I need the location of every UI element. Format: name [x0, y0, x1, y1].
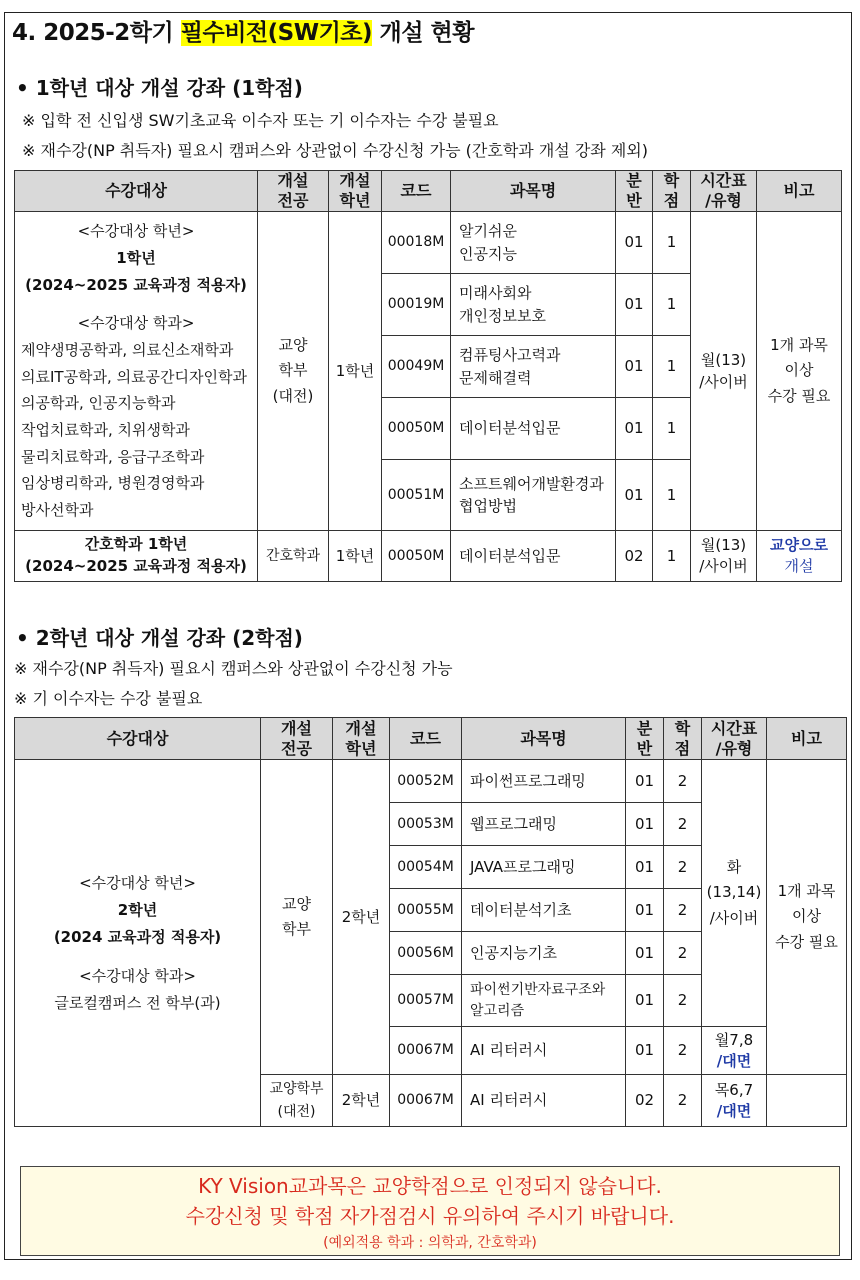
- code-cell: 00019M: [382, 274, 451, 336]
- code-cell: 00051M: [382, 460, 451, 531]
- course-cell: 데이터분석입문: [451, 531, 616, 582]
- time-line: 월7,8: [714, 1030, 754, 1049]
- course-line: 문제해결력: [459, 368, 532, 387]
- th-remark: 비고: [757, 171, 842, 212]
- th-time: 시간표 /유형: [702, 718, 767, 760]
- notice-line-3: (예외적용 학과 : 의학과, 간호학과): [323, 1235, 537, 1251]
- time-mode: 대면: [722, 1051, 752, 1070]
- section1-heading: • 1학년 대상 개설 강좌 (1학점): [16, 76, 303, 100]
- remark-cell: [767, 1075, 847, 1127]
- code-cell: 00052M: [390, 760, 462, 803]
- credit-cell: 2: [664, 803, 702, 846]
- time-slash: /: [716, 1051, 723, 1070]
- course-line: 파이썬기반자료구조와: [470, 982, 606, 999]
- remark-line: 이상: [792, 907, 821, 926]
- course-cell: 데이터분석기초: [462, 889, 626, 932]
- table-grade1: [14, 170, 842, 582]
- course-line: 소프트웨어개발환경과: [459, 474, 604, 493]
- course-line: 협업방법: [459, 497, 517, 515]
- nursing-curriculum: (2024~2025 교육과정 적용자): [25, 557, 247, 575]
- code-cell: 00053M: [390, 803, 462, 846]
- th-course: 과목명: [451, 171, 616, 212]
- target-dept-line: 제약생명공학과, 의료신소재학과: [21, 340, 234, 359]
- section-cell: 01: [626, 846, 664, 889]
- section-cell: 01: [626, 803, 664, 846]
- remark-cell: [767, 760, 847, 1075]
- time-line: /사이버: [709, 908, 759, 927]
- remark-line: 수강 필요: [775, 932, 838, 951]
- th-section: 분 반: [626, 718, 664, 760]
- table1-header-row: [15, 171, 842, 212]
- section-cell: 01: [616, 336, 653, 398]
- target-grade-label: <수강대상 학년>: [77, 222, 195, 241]
- code-cell: 00049M: [382, 336, 451, 398]
- time-line: /사이버: [699, 373, 748, 391]
- time-cell: [702, 1027, 767, 1075]
- remark-line: 수강 필요: [767, 386, 831, 405]
- target-cell: [15, 212, 258, 531]
- time-line: (13,14): [706, 883, 762, 902]
- code-cell: 00050M: [382, 398, 451, 460]
- table-row: [15, 212, 842, 274]
- th-code: 코드: [382, 171, 451, 212]
- course-cell: 인공지능기초: [462, 932, 626, 975]
- credit-cell: 1: [653, 398, 691, 460]
- th-major: 개설 전공: [258, 171, 329, 212]
- credit-cell: 2: [664, 846, 702, 889]
- time-line: 월(13): [700, 536, 747, 554]
- course-cell: [451, 460, 616, 531]
- th-credit: 학 점: [664, 718, 702, 760]
- page-title: [12, 14, 474, 47]
- course-cell: 파이썬프로그래밍: [462, 760, 626, 803]
- th-remark: 비고: [767, 718, 847, 760]
- th-target: 수강대상: [15, 171, 258, 212]
- th-course: 과목명: [462, 718, 626, 760]
- course-cell: [462, 975, 626, 1027]
- remark-line: 1개 과목: [770, 335, 828, 354]
- credit-cell: 2: [664, 760, 702, 803]
- credit-cell: 1: [653, 336, 691, 398]
- code-cell: 00050M: [382, 531, 451, 582]
- course-cell: [451, 274, 616, 336]
- course-cell: 데이터분석입문: [451, 398, 616, 460]
- major-line: 교양학부: [269, 1081, 324, 1098]
- target-dept: 글로컬캠퍼스 전 학부(과): [54, 993, 221, 1012]
- target-dept-line: 방사선학과: [21, 501, 94, 520]
- course-line: 알기쉬운: [459, 222, 517, 240]
- title-highlight: 필수비전(SW기초): [180, 20, 373, 46]
- credit-cell: 2: [664, 889, 702, 932]
- notice-line-1: KY Vision교과목은 교양학점으로 인정되지 않습니다.: [198, 1174, 662, 1198]
- target-dept-line: 의료IT공학과, 의료공간디자인학과: [21, 367, 247, 386]
- remark-line: 개설: [784, 557, 814, 575]
- course-cell: 웹프로그래밍: [462, 803, 626, 846]
- section-cell: 01: [616, 274, 653, 336]
- course-line: 알고리즘: [470, 1002, 525, 1019]
- major-line: 교양: [282, 894, 311, 913]
- section1-note-2: ※ 재수강(NP 취득자) 필요시 캠퍼스와 상관없이 수강신청 가능 (간호학과 개설 강좌 제외): [22, 141, 648, 160]
- major-cell: [261, 760, 333, 1075]
- table2-header-row: [15, 718, 847, 760]
- course-line: 미래사회와: [459, 284, 532, 302]
- table-row-nursing: [15, 531, 842, 582]
- time-cell: [691, 531, 757, 582]
- table-grade2: [14, 717, 847, 1127]
- section2-heading: • 2학년 대상 개설 강좌 (2학점): [16, 626, 303, 650]
- section-cell: 01: [616, 398, 653, 460]
- th-section: 분 반: [616, 171, 653, 212]
- target-dept-label: <수강대상 학과>: [79, 966, 196, 985]
- code-cell: 00057M: [390, 975, 462, 1027]
- code-cell: 00054M: [390, 846, 462, 889]
- major-line: (대전): [272, 386, 314, 405]
- course-line: 인공지능: [459, 244, 517, 263]
- target-dept-line: 작업치료학과, 치위생학과: [21, 421, 190, 440]
- course-cell: AI 리터러시: [462, 1027, 626, 1075]
- course-cell: AI 리터러시: [462, 1075, 626, 1127]
- target-grade: 1학년: [116, 248, 156, 267]
- th-grade: 개설 학년: [329, 171, 382, 212]
- credit-cell: 2: [664, 1027, 702, 1075]
- target-grade: 2학년: [117, 900, 158, 919]
- section1-note-1: ※ 입학 전 신입생 SW기초교육 이수자 또는 기 이수자는 수강 불필요: [22, 111, 499, 130]
- course-cell: JAVA프로그래밍: [462, 846, 626, 889]
- course-cell: [451, 336, 616, 398]
- target-dept-label: <수강대상 학과>: [77, 314, 195, 333]
- section-cell: 01: [626, 975, 664, 1027]
- major-line: 학부: [278, 361, 308, 380]
- time-cell: [702, 760, 767, 1027]
- section2-note-1: ※ 재수강(NP 취득자) 필요시 캠퍼스와 상관없이 수강신청 가능: [14, 659, 453, 678]
- major-cell: 간호학과: [258, 531, 329, 582]
- section-cell: 01: [616, 212, 653, 274]
- title-suffix: 개설 현황: [372, 20, 474, 46]
- th-time: 시간표 /유형: [691, 171, 757, 212]
- remark-line: 이상: [784, 361, 814, 380]
- grade-cell: 2학년: [333, 1075, 390, 1127]
- credit-cell: 1: [653, 460, 691, 531]
- target-dept-line: 임상병리학과, 병원경영학과: [21, 474, 205, 493]
- major-cell: [261, 1075, 333, 1127]
- major-cell: [258, 212, 329, 531]
- code-cell: 00067M: [390, 1027, 462, 1075]
- time-line: 목6,7: [714, 1080, 754, 1099]
- section-cell: 01: [616, 460, 653, 531]
- title-prefix: 4. 2025-2학기: [12, 20, 181, 46]
- th-grade: 개설 학년: [333, 718, 390, 760]
- course-cell: [451, 212, 616, 274]
- credit-cell: 1: [653, 274, 691, 336]
- credit-cell: 2: [664, 975, 702, 1027]
- credit-cell: 1: [653, 531, 691, 582]
- th-code: 코드: [390, 718, 462, 760]
- section2-note-2: ※ 기 이수자는 수강 불필요: [14, 689, 203, 708]
- notice-line-2: 수강신청 및 학점 자가점검시 유의하여 주시기 바랍니다.: [185, 1204, 675, 1228]
- time-cell: [702, 1075, 767, 1127]
- th-target: 수강대상: [15, 718, 261, 760]
- target-grade-label: <수강대상 학년>: [79, 873, 196, 892]
- th-credit: 학 점: [653, 171, 691, 212]
- course-line: 개인정보보호: [459, 306, 546, 325]
- course-line: 컴퓨팅사고력과: [459, 346, 561, 364]
- credit-cell: 1: [653, 212, 691, 274]
- remark-cell: [757, 212, 842, 531]
- time-mode: 대면: [722, 1101, 752, 1120]
- target-cell: [15, 760, 261, 1127]
- grade-cell: 1학년: [329, 531, 382, 582]
- nursing-target-cell: [15, 531, 258, 582]
- time-cell: [691, 212, 757, 531]
- code-cell: 00055M: [390, 889, 462, 932]
- grade-cell: 1학년: [329, 212, 382, 531]
- section-cell: 01: [626, 760, 664, 803]
- section-cell: 02: [626, 1075, 664, 1127]
- target-curriculum: (2024 교육과정 적용자): [53, 927, 222, 946]
- time-line: 월(13): [700, 350, 747, 369]
- table-row: [15, 760, 847, 803]
- nursing-target: 간호학과 1학년: [84, 535, 188, 554]
- credit-cell: 2: [664, 932, 702, 975]
- major-line: (대전): [277, 1103, 316, 1120]
- code-cell: 00056M: [390, 932, 462, 975]
- section-cell: 01: [626, 889, 664, 932]
- section-cell: 02: [616, 531, 653, 582]
- remark-line: 1개 과목: [777, 881, 836, 900]
- grade-cell: 2학년: [333, 760, 390, 1075]
- section-cell: 01: [626, 1027, 664, 1075]
- code-cell: 00067M: [390, 1075, 462, 1127]
- section-cell: 01: [626, 932, 664, 975]
- remark-line: 교양으로: [770, 536, 828, 554]
- target-dept-line: 의공학과, 인공지능학과: [21, 394, 176, 413]
- time-slash: /: [716, 1101, 723, 1120]
- time-line: /사이버: [699, 557, 748, 575]
- target-curriculum: (2024~2025 교육과정 적용자): [25, 275, 247, 294]
- code-cell: 00018M: [382, 212, 451, 274]
- major-line: 교양: [278, 335, 308, 354]
- th-major: 개설 전공: [261, 718, 333, 760]
- notice-box: [20, 1166, 840, 1256]
- time-line: 화: [726, 857, 742, 876]
- remark-cell: [757, 531, 842, 582]
- target-dept-line: 물리치료학과, 응급구조학과: [21, 447, 205, 466]
- major-line: 학부: [282, 920, 311, 938]
- credit-cell: 2: [664, 1075, 702, 1127]
